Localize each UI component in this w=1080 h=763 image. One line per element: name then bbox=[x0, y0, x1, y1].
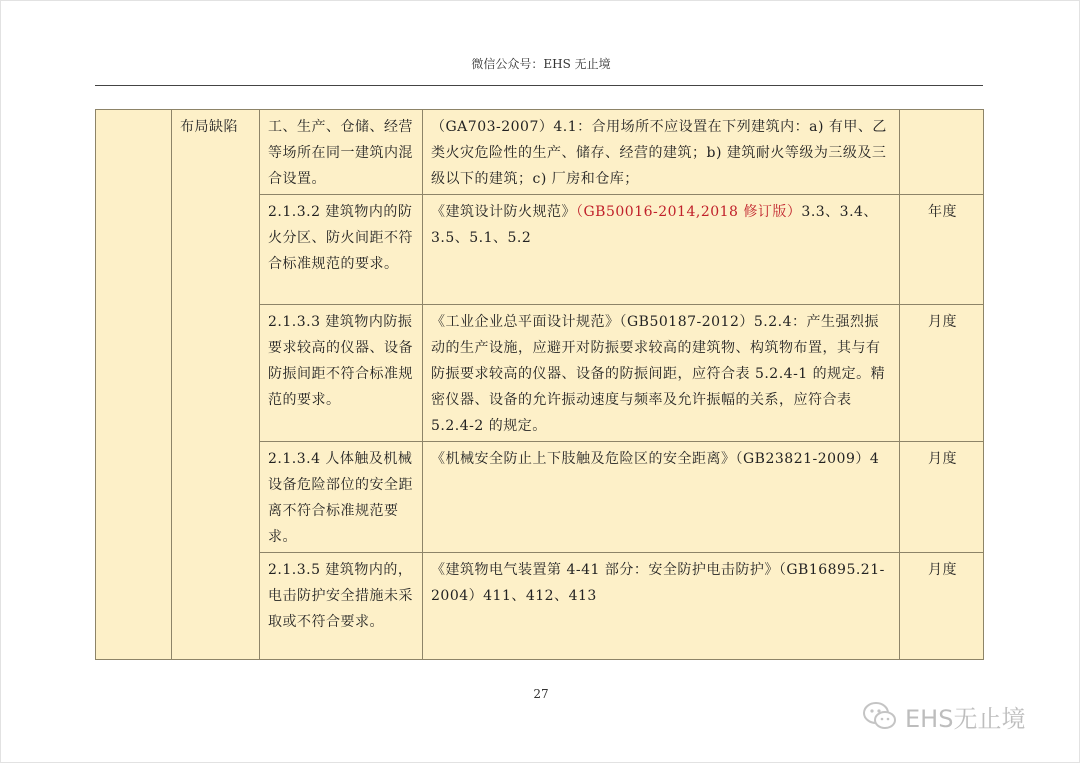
item-cell: 2.1.3.5 建筑物内的，电击防护安全措施未采取或不符合要求。 bbox=[260, 553, 423, 660]
blank-cell bbox=[96, 110, 172, 660]
basis-cell: 《机械安全防止上下肢触及危险区的安全距离》（GB23821-2009）4 bbox=[423, 442, 900, 553]
category-cell: 布局缺陷 bbox=[172, 110, 260, 660]
hazard-table bbox=[95, 109, 984, 660]
basis-standard-red: （GB50016-2014,2018 修订版） bbox=[576, 204, 802, 220]
frequency-cell: 月度 bbox=[900, 305, 984, 442]
basis-cell: 《工业企业总平面设计规范》（GB50187-2012）5.2.4：产生强烈振动的生产设施，应避开对防振要求较高的建筑物、构筑物布置，其与有防振要求较高的仪器、设备的防振间距，应符合表 5.2.4-1 的规定。精密仪器、设备的允许振动速度与频率及允许振幅的关系，应符合表 5.2.4-2 的规定。 bbox=[423, 305, 900, 442]
frequency-cell: 月度 bbox=[900, 442, 984, 553]
page-header: 微信公众号：EHS 无止境 bbox=[471, 57, 611, 71]
basis-cell: （GA703-2007）4.1：合用场所不应设置在下列建筑内：a) 有甲、乙类火灾危险性的生产、储存、经营的建筑；b) 建筑耐火等级为三级及三级以下的建筑；c) 厂房和仓库； bbox=[423, 110, 900, 195]
wechat-icon bbox=[863, 701, 897, 731]
basis-cell bbox=[423, 195, 900, 305]
item-cell: 2.1.3.4 人体触及机械设备危险部位的安全距离不符合标准规范要求。 bbox=[260, 442, 423, 553]
basis-cell: 《建筑物电气装置第 4-41 部分：安全防护电击防护》（GB16895.21-2004）411、412、413 bbox=[423, 553, 900, 660]
watermark-text: EHS无止境 bbox=[905, 704, 1026, 733]
basis-text: 《建筑设计防火规范》 bbox=[431, 204, 576, 220]
item-cell: 工、生产、仓储、经营等场所在同一建筑内混合设置。 bbox=[260, 110, 423, 195]
table-row bbox=[96, 110, 984, 195]
item-cell: 2.1.3.2 建筑物内的防火分区、防火间距不符合标准规范的要求。 bbox=[260, 195, 423, 305]
frequency-cell: 月度 bbox=[900, 553, 984, 660]
item-cell: 2.1.3.3 建筑物内防振要求较高的仪器、设备防振间距不符合标准规范的要求。 bbox=[260, 305, 423, 442]
frequency-cell: 年度 bbox=[900, 195, 984, 305]
watermark bbox=[863, 699, 1025, 733]
page-number: 27 bbox=[533, 687, 549, 701]
frequency-cell bbox=[900, 110, 984, 195]
basis-clauses: 3.3、3.4、3.5、5.1、5.2 bbox=[431, 204, 878, 246]
header-rule bbox=[95, 85, 983, 86]
